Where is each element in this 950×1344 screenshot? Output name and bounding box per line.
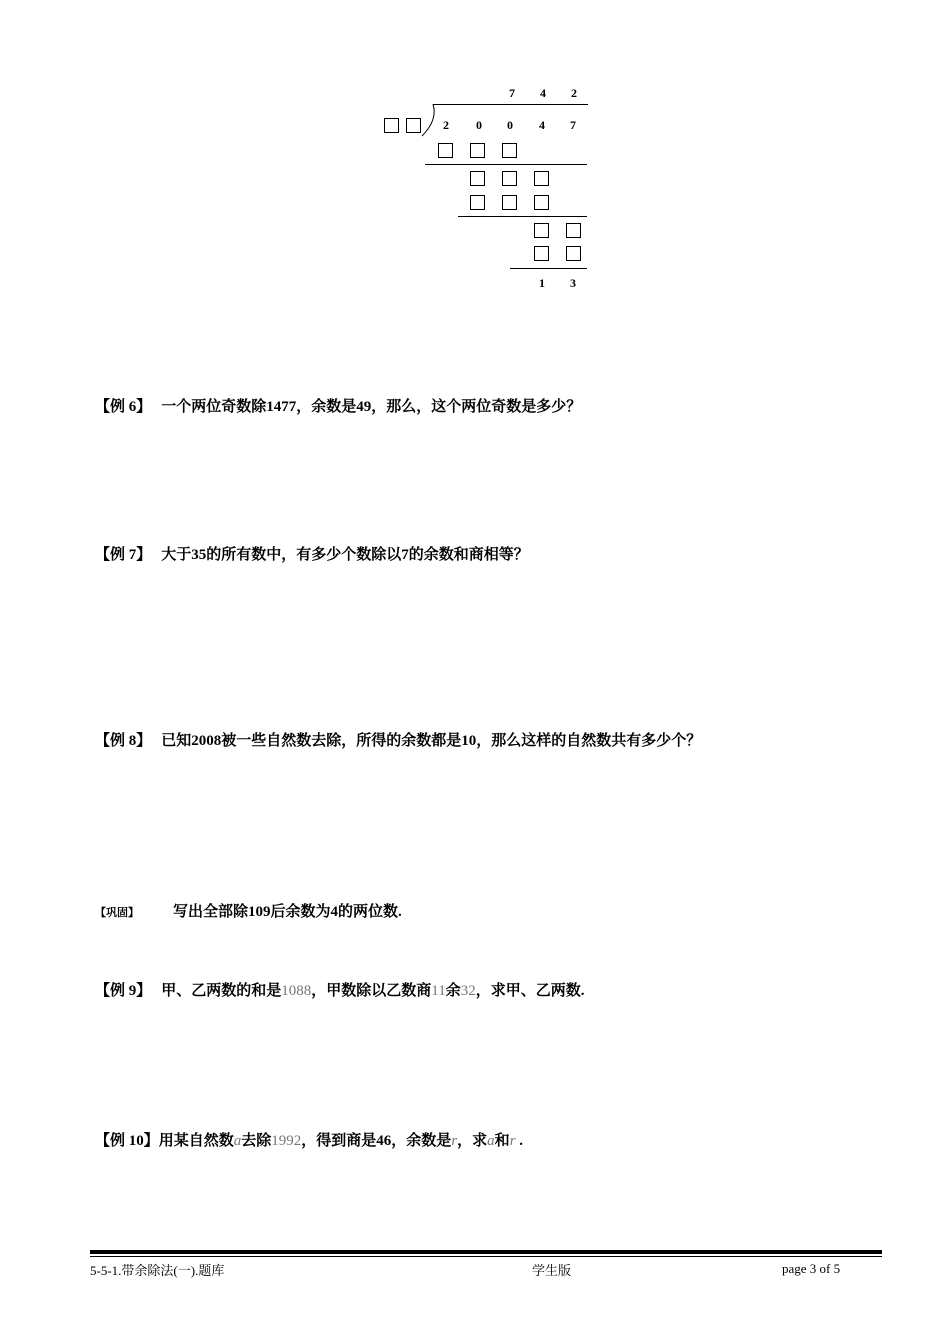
footer-page-number: page 3 of 5 xyxy=(782,1261,841,1276)
math-variable: r xyxy=(451,1133,458,1149)
problem-label: 【例 10】 xyxy=(95,1133,159,1149)
remainder-digit: 3 xyxy=(570,276,576,290)
blank-box xyxy=(534,246,549,261)
math-variable: a xyxy=(487,1133,495,1149)
problem-text-part: ，求 xyxy=(457,1133,488,1149)
problem-text: 写出全部除109后余数为4的两位数. xyxy=(173,904,402,920)
math-number: 32 xyxy=(460,983,476,999)
blank-box xyxy=(470,171,485,186)
problem-consolidation xyxy=(95,900,402,921)
problem-text-part: 余 xyxy=(445,983,461,999)
dividend-digit: 4 xyxy=(539,118,545,132)
problem-8 xyxy=(95,729,701,750)
blank-box xyxy=(534,195,549,210)
subtraction-line xyxy=(425,164,587,165)
blank-box xyxy=(534,223,549,238)
problem-label: 【例 8】 xyxy=(95,733,152,749)
problem-label: 【例 6】 xyxy=(95,399,152,415)
problem-text-part: . xyxy=(515,1133,524,1149)
problem-text-part: ，求甲、乙两数. xyxy=(475,983,585,999)
math-number: 1088 xyxy=(281,983,312,999)
math-number: 11 xyxy=(431,983,446,999)
quotient-digit: 7 xyxy=(509,86,515,100)
footer-rule-thin xyxy=(90,1256,882,1257)
blank-box xyxy=(470,143,485,158)
footer-edition: 学生版 xyxy=(532,1263,572,1278)
problem-text: 一个两位奇数除1477，余数是49，那么，这个两位奇数是多少？ xyxy=(161,399,582,415)
math-variable: r xyxy=(509,1133,516,1149)
problem-text-part: 和 xyxy=(494,1133,510,1149)
divisor-blank-box xyxy=(384,118,399,133)
subtraction-line xyxy=(458,216,587,217)
problem-label: 【例 9】 xyxy=(95,983,152,999)
blank-box xyxy=(502,195,517,210)
blank-box xyxy=(566,246,581,261)
division-bar xyxy=(433,104,588,105)
problem-text: 已知2008被一些自然数去除，所得的余数都是10，那么这样的自然数共有多少个？ xyxy=(161,733,702,749)
math-number: 1992 xyxy=(271,1133,302,1149)
footer-rule-thick xyxy=(90,1250,882,1254)
quotient-digit: 4 xyxy=(540,86,546,100)
dividend-digit: 7 xyxy=(570,118,576,132)
problem-text-part: 用某自然数 xyxy=(158,1133,234,1149)
divisor-blank-box xyxy=(406,118,421,133)
problem-label: 【例 7】 xyxy=(95,547,152,563)
dividend-digit: 0 xyxy=(507,118,513,132)
blank-box xyxy=(438,143,453,158)
problem-text-part: 去除 xyxy=(241,1133,272,1149)
problem-6 xyxy=(95,395,581,416)
blank-box xyxy=(566,223,581,238)
dividend-digit: 2 xyxy=(443,118,449,132)
problem-9 xyxy=(95,979,585,1000)
quotient-digit: 2 xyxy=(571,86,577,100)
problem-text-part: 甲、乙两数的和是 xyxy=(161,983,282,999)
dividend-digit: 0 xyxy=(476,118,482,132)
blank-box xyxy=(502,143,517,158)
blank-box xyxy=(470,195,485,210)
blank-box xyxy=(534,171,549,186)
problem-text: 大于35的所有数中，有多少个数除以7的余数和商相等？ xyxy=(161,547,529,563)
remainder-digit: 1 xyxy=(539,276,545,290)
subtraction-line xyxy=(510,268,587,269)
math-variable: a xyxy=(233,1133,242,1149)
division-bracket xyxy=(420,103,436,137)
problem-7 xyxy=(95,543,529,564)
blank-box xyxy=(502,171,517,186)
problem-label: 【巩固】 xyxy=(95,907,139,919)
footer-doc-title: 5-5-1.带余除法(一).题库 xyxy=(90,1263,225,1278)
problem-text-part: ，甲数除以乙数商 xyxy=(311,983,432,999)
problem-10 xyxy=(95,1129,523,1150)
problem-text-part: ，得到商是46，余数是 xyxy=(301,1133,452,1149)
